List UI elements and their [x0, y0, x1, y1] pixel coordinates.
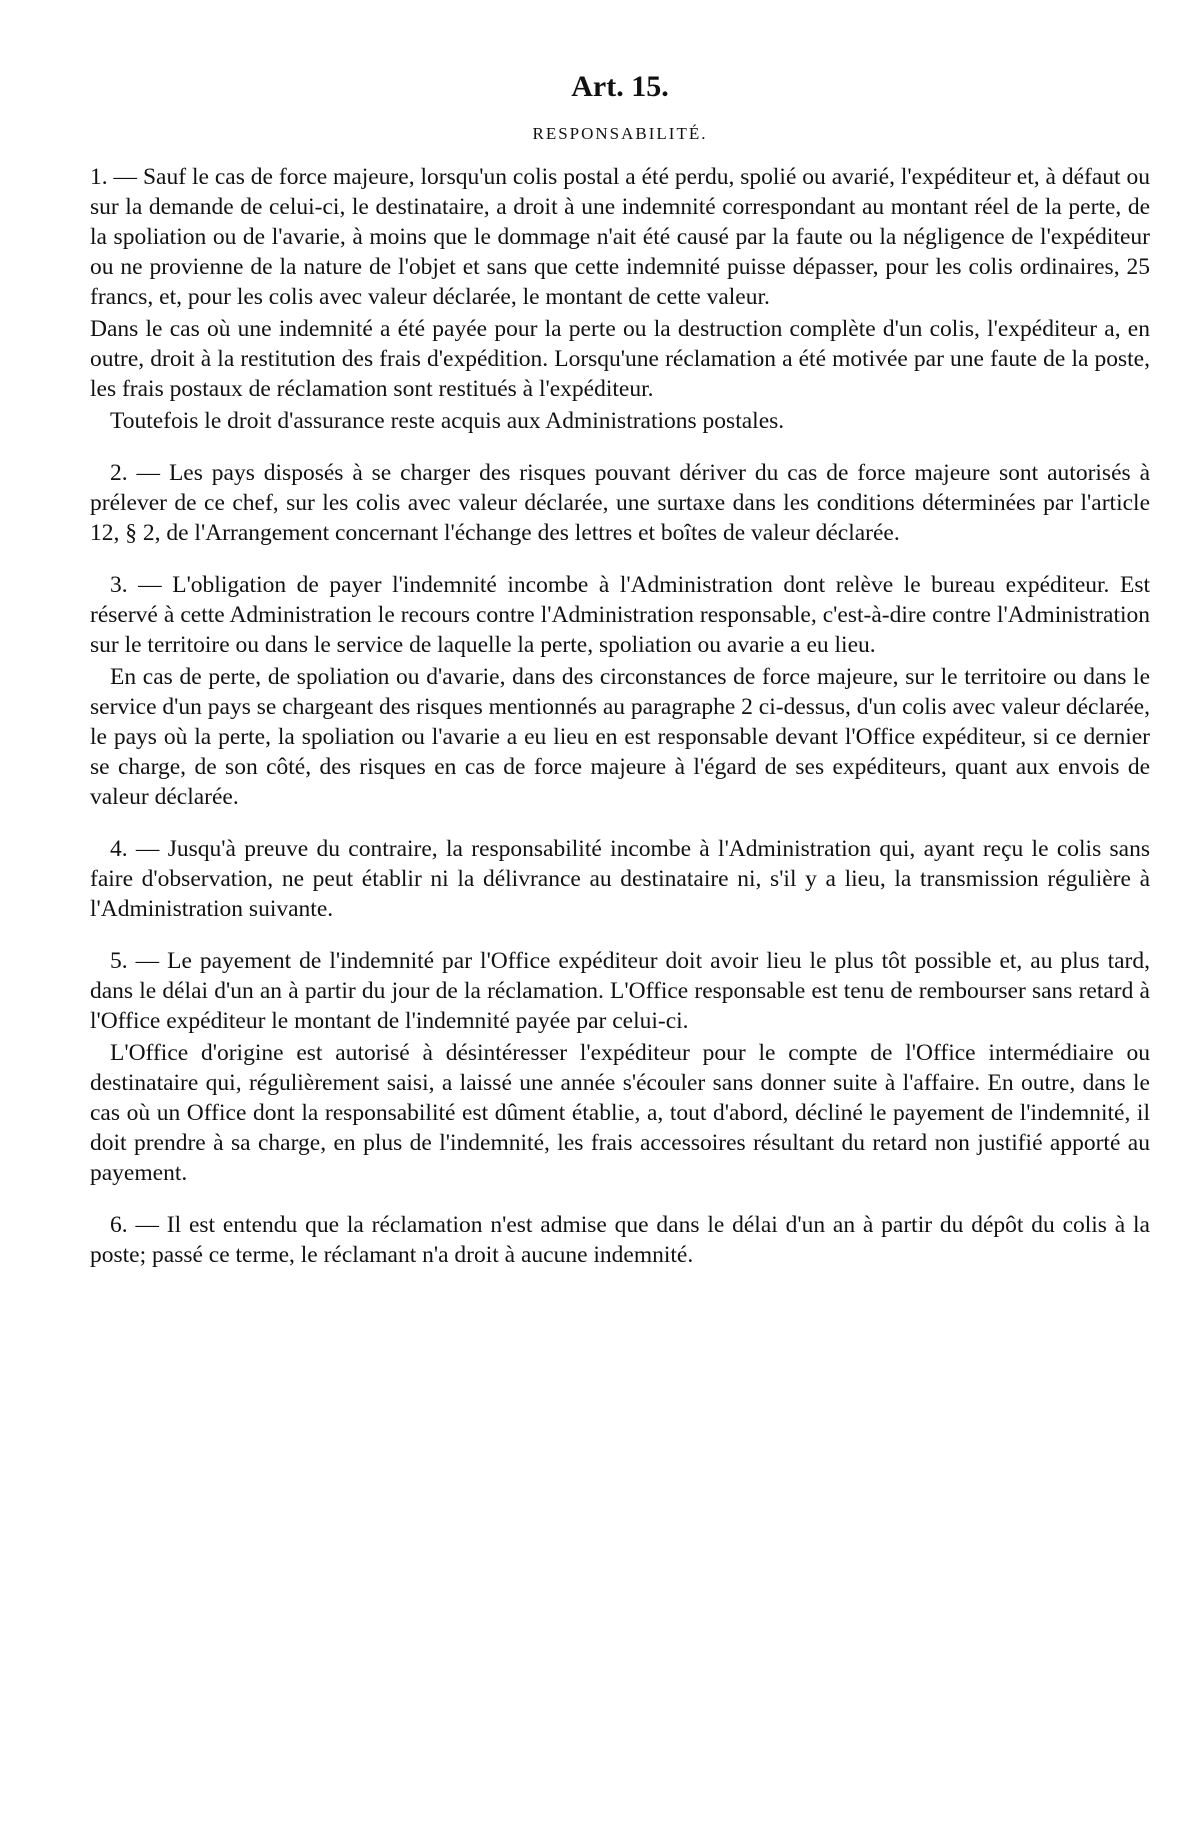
- article-body: [90, 162, 1150, 1270]
- paragraph-5-continuation: L'Office d'origine est autorisé à désintéresser l'expéditeur pour le compte de l'Office intermédiaire ou destinataire qui, régulièrement saisi, a laissé une année s'écouler sans donner suite à l'affaire. En outre, dans le cas où un Office dont la responsabilité est dûment établie, a, tout d'abord, décliné le payement de l'indemnité, il doit prendre à sa charge, en plus de l'indemnité, les frais accessoires résultant du retard non justifié apporté au payement.: [90, 1040, 1150, 1186]
- paragraph-3-continuation: En cas de perte, de spoliation ou d'avarie, dans des circonstances de force majeure, sur le territoire ou dans le service d'un pays se chargeant des risques mentionnés au paragraphe 2 ci-dessus, d'un colis avec valeur déclarée, le pays où la perte, la spoliation ou l'avarie a eu lieu en est responsable devant l'Office expéditeur, si ce dernier se charge, de son côté, des risques en cas de force majeure à l'égard de ses expéditeurs, quant aux envois de valeur déclarée.: [90, 664, 1150, 810]
- article-title: Art. 15.: [571, 70, 669, 103]
- paragraph-1-continuation: Dans le cas où une indemnité a été payée pour la perte ou la destruction complète d'un colis, l'expéditeur a, en outre, droit à la restitution des frais d'expédition. Lorsqu'une réclamation a été motivée par une faute de la poste, les frais postaux de réclamation sont restitués à l'expéditeur.: [90, 316, 1150, 402]
- paragraph-5: 5. — Le payement de l'indemnité par l'Office expéditeur doit avoir lieu le plus tôt possible et, au plus tard, dans le délai d'un an à partir du jour de la réclamation. L'Office responsable est tenu de rembourser sans retard à l'Office expéditeur le montant de l'indemnité payée par celui-ci.: [90, 948, 1150, 1034]
- paragraph-4: 4. — Jusqu'à preuve du contraire, la responsabilité incombe à l'Administration qui, ayant reçu le colis sans faire d'observation, ne peut établir ni la délivrance au destinataire ni, s'il y a lieu, la transmission régulière à l'Administration suivante.: [90, 836, 1150, 922]
- paragraph-6: 6. — Il est entendu que la réclamation n'est admise que dans le délai d'un an à partir du dépôt du colis à la poste; passé ce terme, le réclamant n'a droit à aucune indemnité.: [90, 1212, 1150, 1268]
- paragraph-1-note: Toutefois le droit d'assurance reste acquis aux Administrations postales.: [110, 408, 785, 434]
- paragraph-3: 3. — L'obligation de payer l'indemnité incombe à l'Administration dont relève le bureau expéditeur. Est réservé à cette Administration le recours contre l'Administration responsable, c'est-à-dire contre l'Administration sur le territoire ou dans le service de laquelle la perte, spoliation ou avarie a eu lieu.: [90, 572, 1150, 658]
- paragraph-2: 2. — Les pays disposés à se charger des risques pouvant dériver du cas de force majeure sont autorisés à prélever de ce chef, sur les colis avec valeur déclarée, une surtaxe dans les conditions déterminées par l'article 12, § 2, de l'Arrangement concernant l'échange des lettres et boîtes de valeur déclarée.: [90, 460, 1150, 546]
- section-title: RESPONSABILITÉ.: [532, 124, 708, 143]
- paragraph-1: 1. — Sauf le cas de force majeure, lorsqu'un colis postal a été perdu, spolié ou avarié, l'expéditeur et, à défaut ou sur la demande de celui-ci, le destinataire, a droit à une indemnité correspondant au montant réel de la perte, de la spoliation ou de l'avarie, à moins que le dommage n'ait été causé par la faute ou la négligence de l'expéditeur ou ne provienne de la nature de l'objet et sans que cette indemnité puisse dépasser, pour les colis ordinaires, 25 francs, et, pour les colis avec valeur déclarée, le montant de cette valeur.: [90, 164, 1150, 310]
